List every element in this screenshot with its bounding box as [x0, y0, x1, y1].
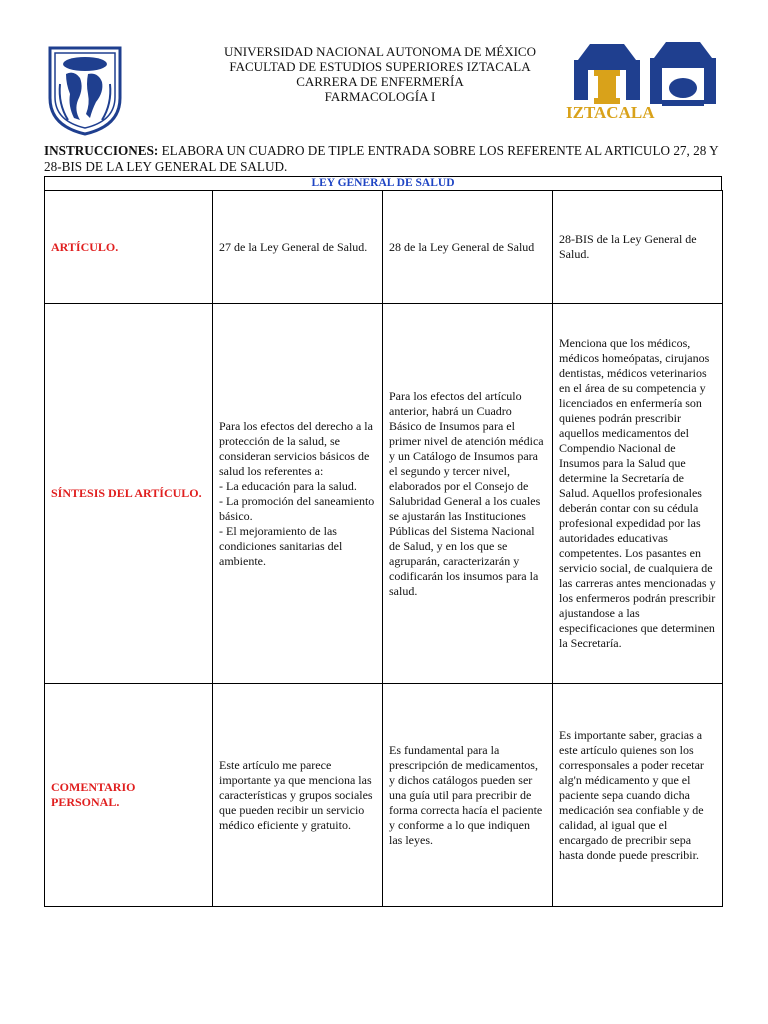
row-header-articulo: ARTÍCULO.: [45, 191, 213, 304]
institution-header: [180, 44, 580, 104]
cell-comentario-28: Es fundamental para la prescripción de medicamentos, y dichos catálogos pueden ser una guía util para precribir de forma correcta hacía el paciente y conforme a lo que indiquen las leyes.: [383, 684, 553, 907]
faculty-name: FACULTAD DE ESTUDIOS SUPERIORES IZTACALA: [229, 59, 531, 74]
cell-article-28: 28 de la Ley General de Salud: [383, 191, 553, 304]
university-name: UNIVERSIDAD NACIONAL AUTONOMA DE MÉXICO: [224, 44, 536, 59]
table-row-sintesis: [45, 304, 723, 684]
career-name: CARRERA DE ENFERMERÍA: [296, 74, 464, 89]
cell-comentario-27: Este artículo me parece importante ya que menciona las características y grupos sociales que pueden recibir un servicio médico eficiente y gratuito.: [213, 684, 383, 907]
triple-entry-table: [44, 190, 723, 907]
instructions-text: ELABORA UN CUADRO DE TIPLE ENTRADA SOBRE LOS REFERENTE AL ARTICULO 27, 28 Y 28-BIS DE LA LEY GENERAL DE SALUD.: [44, 143, 719, 174]
table-row-articulo: [45, 191, 723, 304]
instructions: [44, 143, 724, 175]
row-header-sintesis: SÍNTESIS DEL ARTÍCULO.: [45, 304, 213, 684]
cell-comentario-28-bis: Es importante saber, gracias a este artículo quienes son los corresponsales a poder recetar alg'n médicamento y que el paciente sepa cuando dicha medicación sea confiable y de calidad, al igual que el encargado de precribir sepa hasta donde puede prescribir.: [553, 684, 723, 907]
instructions-label: INSTRUCCIONES:: [44, 143, 159, 158]
iztacala-wordmark: IZTACALA: [566, 103, 655, 122]
unam-seal-logo: [44, 44, 126, 136]
table-title: LEY GENERAL DE SALUD: [44, 176, 722, 191]
iztacala-logo: [560, 40, 720, 124]
cell-sintesis-28: Para los efectos del artículo anterior, habrá un Cuadro Básico de Insumos para el primer nivel de atención médica y un Catálogo de Insumos para el segundo y tercer nivel, elaborados por el Consejo de Salubridad General a los cuales se ajustarán las Instituciones Públicas del Sistema Nacional de Salud, y en los que se agruparán, caracterizarán y codificarán los insumos para la salud.: [383, 304, 553, 684]
cell-article-27: 27 de la Ley General de Salud.: [213, 191, 383, 304]
row-header-comentario: COMENTARIO PERSONAL.: [45, 684, 213, 907]
cell-sintesis-28-bis: Menciona que los médicos, médicos homeópatas, cirujanos dentistas, médicos veterinarios en el área de su competencia y licenciados en enfermería son quienes podrán prescribir aquellos medicamentos del Compendio Nacional de Insumos para la Salud que determine la Secretaría de Salud. Aquellos profesionales deberán contar con su cédula profesional expedidad por las autoridades educativas competentes. Los pasantes en servicio social, de cualquiera de las carreras antes mencionadas y los enfermeros podrán prescribir ajustandose a las especificaciones que determinen la Secretaría.: [553, 304, 723, 684]
cell-sintesis-27: Para los efectos del derecho a la protección de la salud, se consideran servicios básicos de salud los referentes a: - La educación para la salud. - La promoción del saneamiento básico. - El mejoramiento de las condiciones sanitarias del ambiente.: [213, 304, 383, 684]
course-name: FARMACOLOGÍA I: [324, 89, 436, 104]
cell-article-28-bis: 28-BIS de la Ley General de Salud.: [553, 191, 723, 304]
table-row-comentario: [45, 684, 723, 907]
